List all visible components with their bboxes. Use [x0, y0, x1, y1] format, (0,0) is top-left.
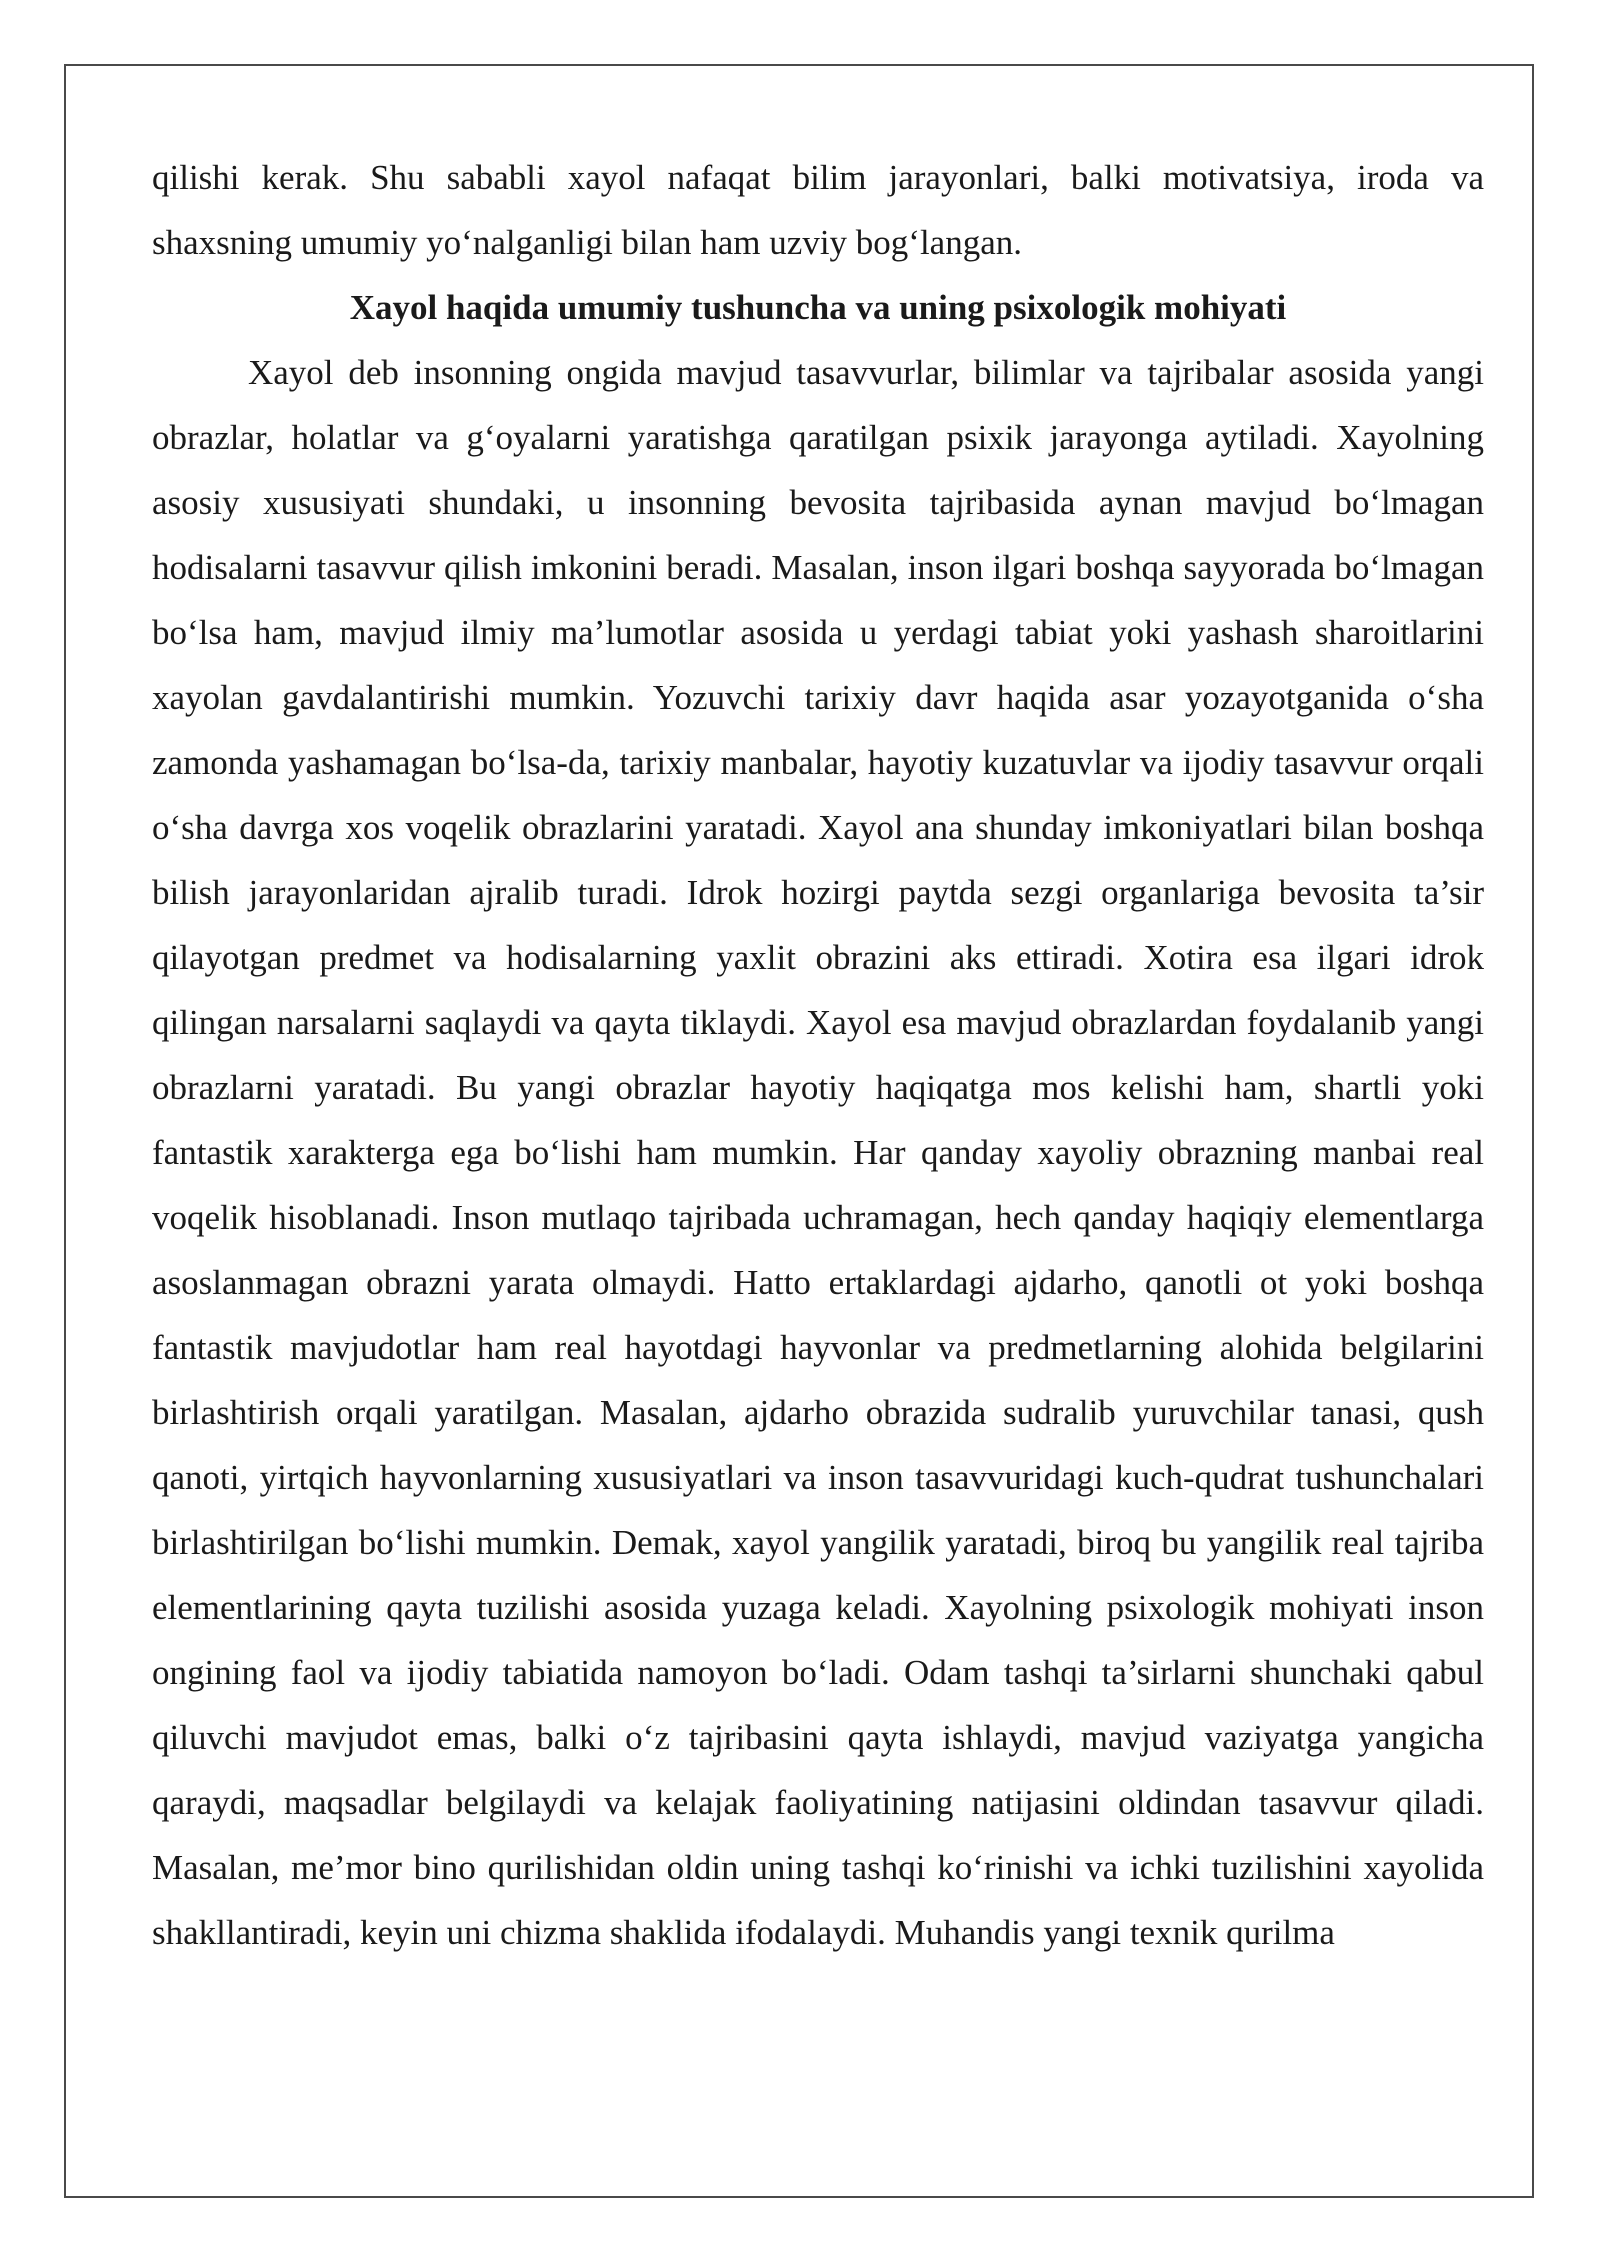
body-paragraph: Xayol deb insonning ongida mavjud tasavvurlar, bilimlar va tajribalar asosida yangi obrazlar, holatlar va g‘oyalarni yaratishga qaratilgan psixik jarayonga aytiladi. Xayolning asosiy xususiyati shundaki, u insonning bevosita tajribasida aynan mavjud bo‘lmagan hodisalarni tasavvur qilish imkonini beradi. Masalan, inson ilgari boshqa sayyorada bo‘lmagan bo‘lsa ham, mavjud ilmiy ma’lumotlar asosida u yerdagi tabiat yoki yashash sharoitlarini xayolan gavdalantirishi mumkin. Yozuvchi tarixiy davr haqida asar yozayotganida o‘sha zamonda yashamagan bo‘lsa-da, tarixiy manbalar, hayotiy kuzatuvlar va ijodiy tasavvur orqali o‘sha davrga xos voqelik obrazlarini yaratadi. Xayol ana shunday imkoniyatlari bilan boshqa bilish jarayonlaridan ajralib turadi. Idrok hozirgi paytda sezgi organlariga bevosita ta’sir qilayotgan predmet va hodisalarning yaxlit obrazini aks ettiradi. Xotira esa ilgari idrok qilingan narsalarni saqlaydi va qayta tiklaydi. Xayol esa mavjud obrazlardan foydalanib yangi obrazlarni yaratadi. Bu yangi obrazlar hayotiy haqiqatga mos kelishi ham, shartli yoki fantastik xarakterga ega bo‘lishi ham mumkin. Har qanday xayoliy obrazning manbai real voqelik hisoblanadi. Inson mutlaqo tajribada uchramagan, hech qanday haqiqiy elementlarga asoslanmagan obrazni yarata olmaydi. Hatto ertaklardagi ajdarho, qanotli ot yoki boshqa fantastik mavjudotlar ham real hayotdagi hayvonlar va predmetlarning alohida belgilarini birlashtirish orqali yaratilgan. Masalan, ajdarho obrazida sudralib yuruvchilar tanasi, qush qanoti, yirtqich hayvonlarning xususiyatlari va inson tasavvuridagi kuch-qudrat tushunchalari birlashtirilgan bo‘lishi mumkin. Demak, xayol yangilik yaratadi, biroq bu yangilik real tajriba elementlarining qayta tuzilishi asosida yuzaga keladi. Xayolning psixologik mohiyati inson ongining faol va ijodiy tabiatida namoyon bo‘ladi. Odam tashqi ta’sirlarni shunchaki qabul qiluvchi mavjudot emas, balki o‘z tajribasini qayta ishlaydi, mavjud vaziyatga yangicha qaraydi, maqsadlar belgilaydi va kelajak faoliyatining natijasini oldindan tasavvur qiladi. Masalan, me’mor bino qurilishidan oldin uning tashqi ko‘rinishi va ichki tuzilishini xayolida shakllantiradi, keyin uni chizma shaklida ifodalaydi. Muhandis yangi texnik qurilma: [152, 353, 1484, 1952]
section-heading: Xayol haqida umumiy tushuncha va uning psixologik mohiyati: [349, 288, 1287, 327]
continued-paragraph: qilishi kerak. Shu sababli xayol nafaqat bilim jarayonlari, balki motivatsiya, iroda va shaxsning umumiy yo‘nalganligi bilan ham uzviy bog‘langan.: [152, 158, 1484, 262]
document-body: [152, 145, 1484, 1965]
